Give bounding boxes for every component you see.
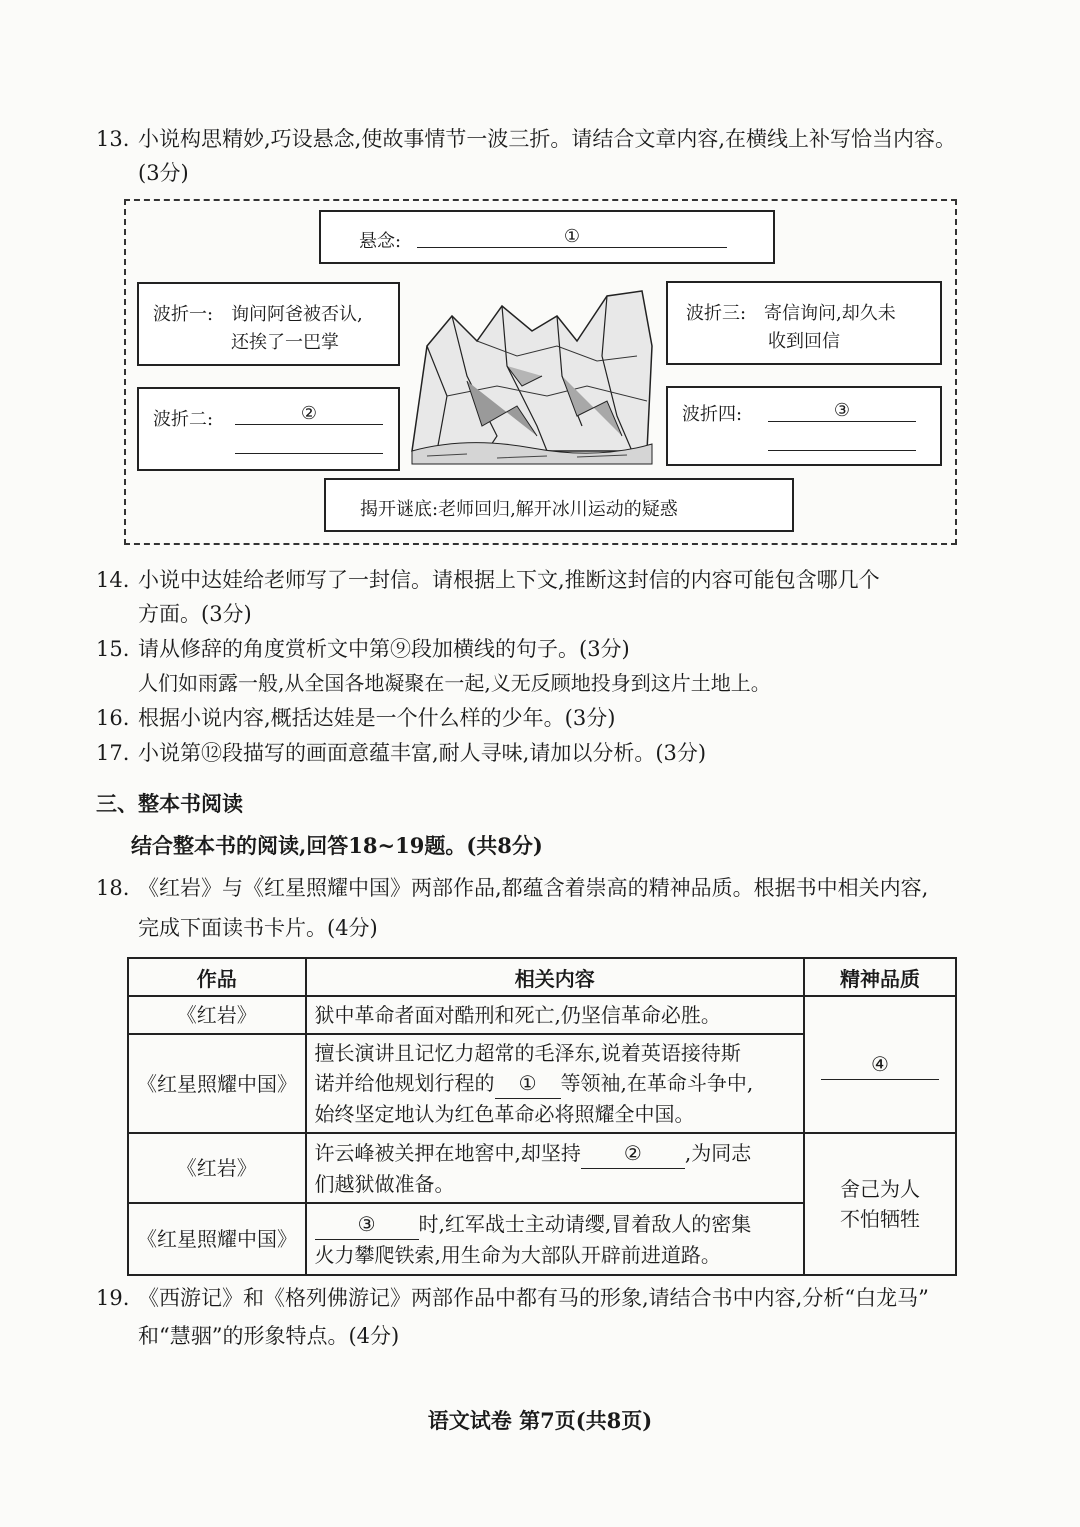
quality-text: 舍己为人 (840, 1177, 921, 1201)
question-text: 请从修辞的角度赏析文中第⑨段加横线的句子。(3分) (138, 637, 630, 661)
column-header: 精神品质 (804, 958, 956, 996)
question-number: 13. (96, 127, 130, 151)
content-text: 诺并给他规划行程的 (314, 1071, 495, 1095)
twist1-label: 波折一: (153, 304, 214, 325)
twist4-label: 波折四: (682, 404, 743, 425)
suspense-label: 悬念: (359, 231, 402, 252)
twist2-label: 波折二: (153, 409, 214, 430)
quality-cell (804, 996, 956, 1133)
table-header-row (128, 958, 956, 996)
question-text: 方面。(3分) (138, 602, 252, 626)
question-number: 15. (96, 637, 130, 661)
answer-blank: ① (495, 1068, 561, 1099)
section-title: 三、整本书阅读 (96, 791, 243, 816)
content-line: 始终坚定地认为红色革命必将照耀全中国。 (314, 1102, 695, 1126)
content-cell (306, 1133, 805, 1203)
question-number: 17. (96, 741, 130, 765)
table-row (128, 1133, 956, 1203)
answer-line (768, 450, 916, 451)
twist4-blank: ③ (768, 400, 916, 422)
twist1-text: 询问阿爸被否认, (231, 304, 363, 325)
content-line (315, 1209, 796, 1240)
work-cell: 《红岩》 (128, 1133, 306, 1203)
content-text: 等领袖,在革命斗争中, (560, 1071, 754, 1095)
twist1-text: 还挨了一巴掌 (231, 332, 339, 353)
section-intro: 结合整本书的阅读,回答18~19题。(共8分) (131, 833, 543, 858)
question-text: 小说第⑫段描写的画面意蕴丰富,耐人寻味,请加以分析。(3分) (138, 741, 707, 765)
twist3-text: 收到回信 (768, 331, 840, 352)
column-header: 作品 (128, 958, 306, 996)
page-footer: 语文试卷 第7页(共8页) (427, 1408, 653, 1433)
reveal-box (324, 478, 794, 532)
answer-line (235, 453, 383, 454)
twist2-blank: ② (235, 403, 383, 425)
work-cell: 《红岩》 (128, 996, 306, 1034)
question-number: 16. (96, 706, 130, 730)
glacier-illustration (407, 286, 657, 466)
answer-blank: ② (581, 1138, 685, 1169)
content-cell: 狱中革命者面对酷刑和死亡,仍坚信革命必胜。 (306, 996, 805, 1034)
twist3-text: 寄信询问,却久未 (764, 303, 896, 324)
content-text: 许云峰被关押在地窖中,却坚持 (314, 1140, 581, 1165)
content-text: ,为同志 (684, 1140, 752, 1165)
question-text: 《红岩》与《红星照耀中国》两部作品,都蕴含着崇高的精神品质。根据书中相关内容, (138, 876, 929, 900)
twist3-box (666, 281, 942, 365)
quoted-sentence: 人们如雨露一般,从全国各地凝聚在一起,义无反顾地投身到这片土地上。 (138, 671, 771, 695)
content-cell (306, 1203, 805, 1275)
quality-text: 不怕牺牲 (840, 1207, 921, 1231)
question-text: 和“慧骃”的形象特点。(4分) (138, 1324, 400, 1348)
quality-cell (804, 1133, 956, 1275)
reading-card-table (127, 957, 957, 1276)
content-line (315, 1138, 796, 1169)
suspense-blank: ① (417, 226, 727, 248)
content-cell (306, 1034, 805, 1133)
question-number: 14. (96, 568, 130, 592)
answer-blank: ③ (315, 1209, 419, 1240)
column-header: 相关内容 (306, 958, 805, 996)
answer-blank: ④ (821, 1049, 939, 1080)
twist4-box (666, 386, 942, 466)
question-text: 根据小说内容,概括达娃是一个什么样的少年。(3分) (138, 706, 616, 730)
question-text: 小说构思精妙,巧设悬念,使故事情节一波三折。请结合文章内容,在横线上补写恰当内容。 (138, 127, 957, 151)
content-text: 时,红军战士主动请缨,冒着敌人的密集 (418, 1211, 752, 1236)
content-line: 们越狱做准备。 (314, 1171, 455, 1196)
reveal-text: 揭开谜底:老师回归,解开冰川运动的疑惑 (360, 499, 678, 520)
question-number: 18. (96, 876, 130, 900)
twist3-label: 波折三: (686, 303, 747, 324)
question-number: 19. (96, 1286, 130, 1310)
suspense-box (319, 210, 775, 264)
content-line: 擅长演讲且记忆力超常的毛泽东,说着英语接待斯 (314, 1041, 741, 1065)
twist1-box (137, 282, 400, 366)
work-cell: 《红星照耀中国》 (128, 1203, 306, 1275)
work-cell: 《红星照耀中国》 (128, 1034, 306, 1133)
question-score: (3分) (138, 161, 189, 185)
twist2-box (137, 387, 400, 471)
question-text: 《西游记》和《格列佛游记》两部作品中都有马的形象,请结合书中内容,分析“白龙马” (138, 1286, 929, 1310)
table-row (128, 996, 956, 1034)
content-line: 火力攀爬铁索,用生命为大部队开辟前进道路。 (314, 1242, 721, 1267)
content-line (315, 1068, 796, 1099)
question-text: 完成下面读书卡片。(4分) (138, 916, 378, 940)
question-text: 小说中达娃给老师写了一封信。请根据上下文,推断这封信的内容可能包含哪几个 (138, 568, 880, 592)
